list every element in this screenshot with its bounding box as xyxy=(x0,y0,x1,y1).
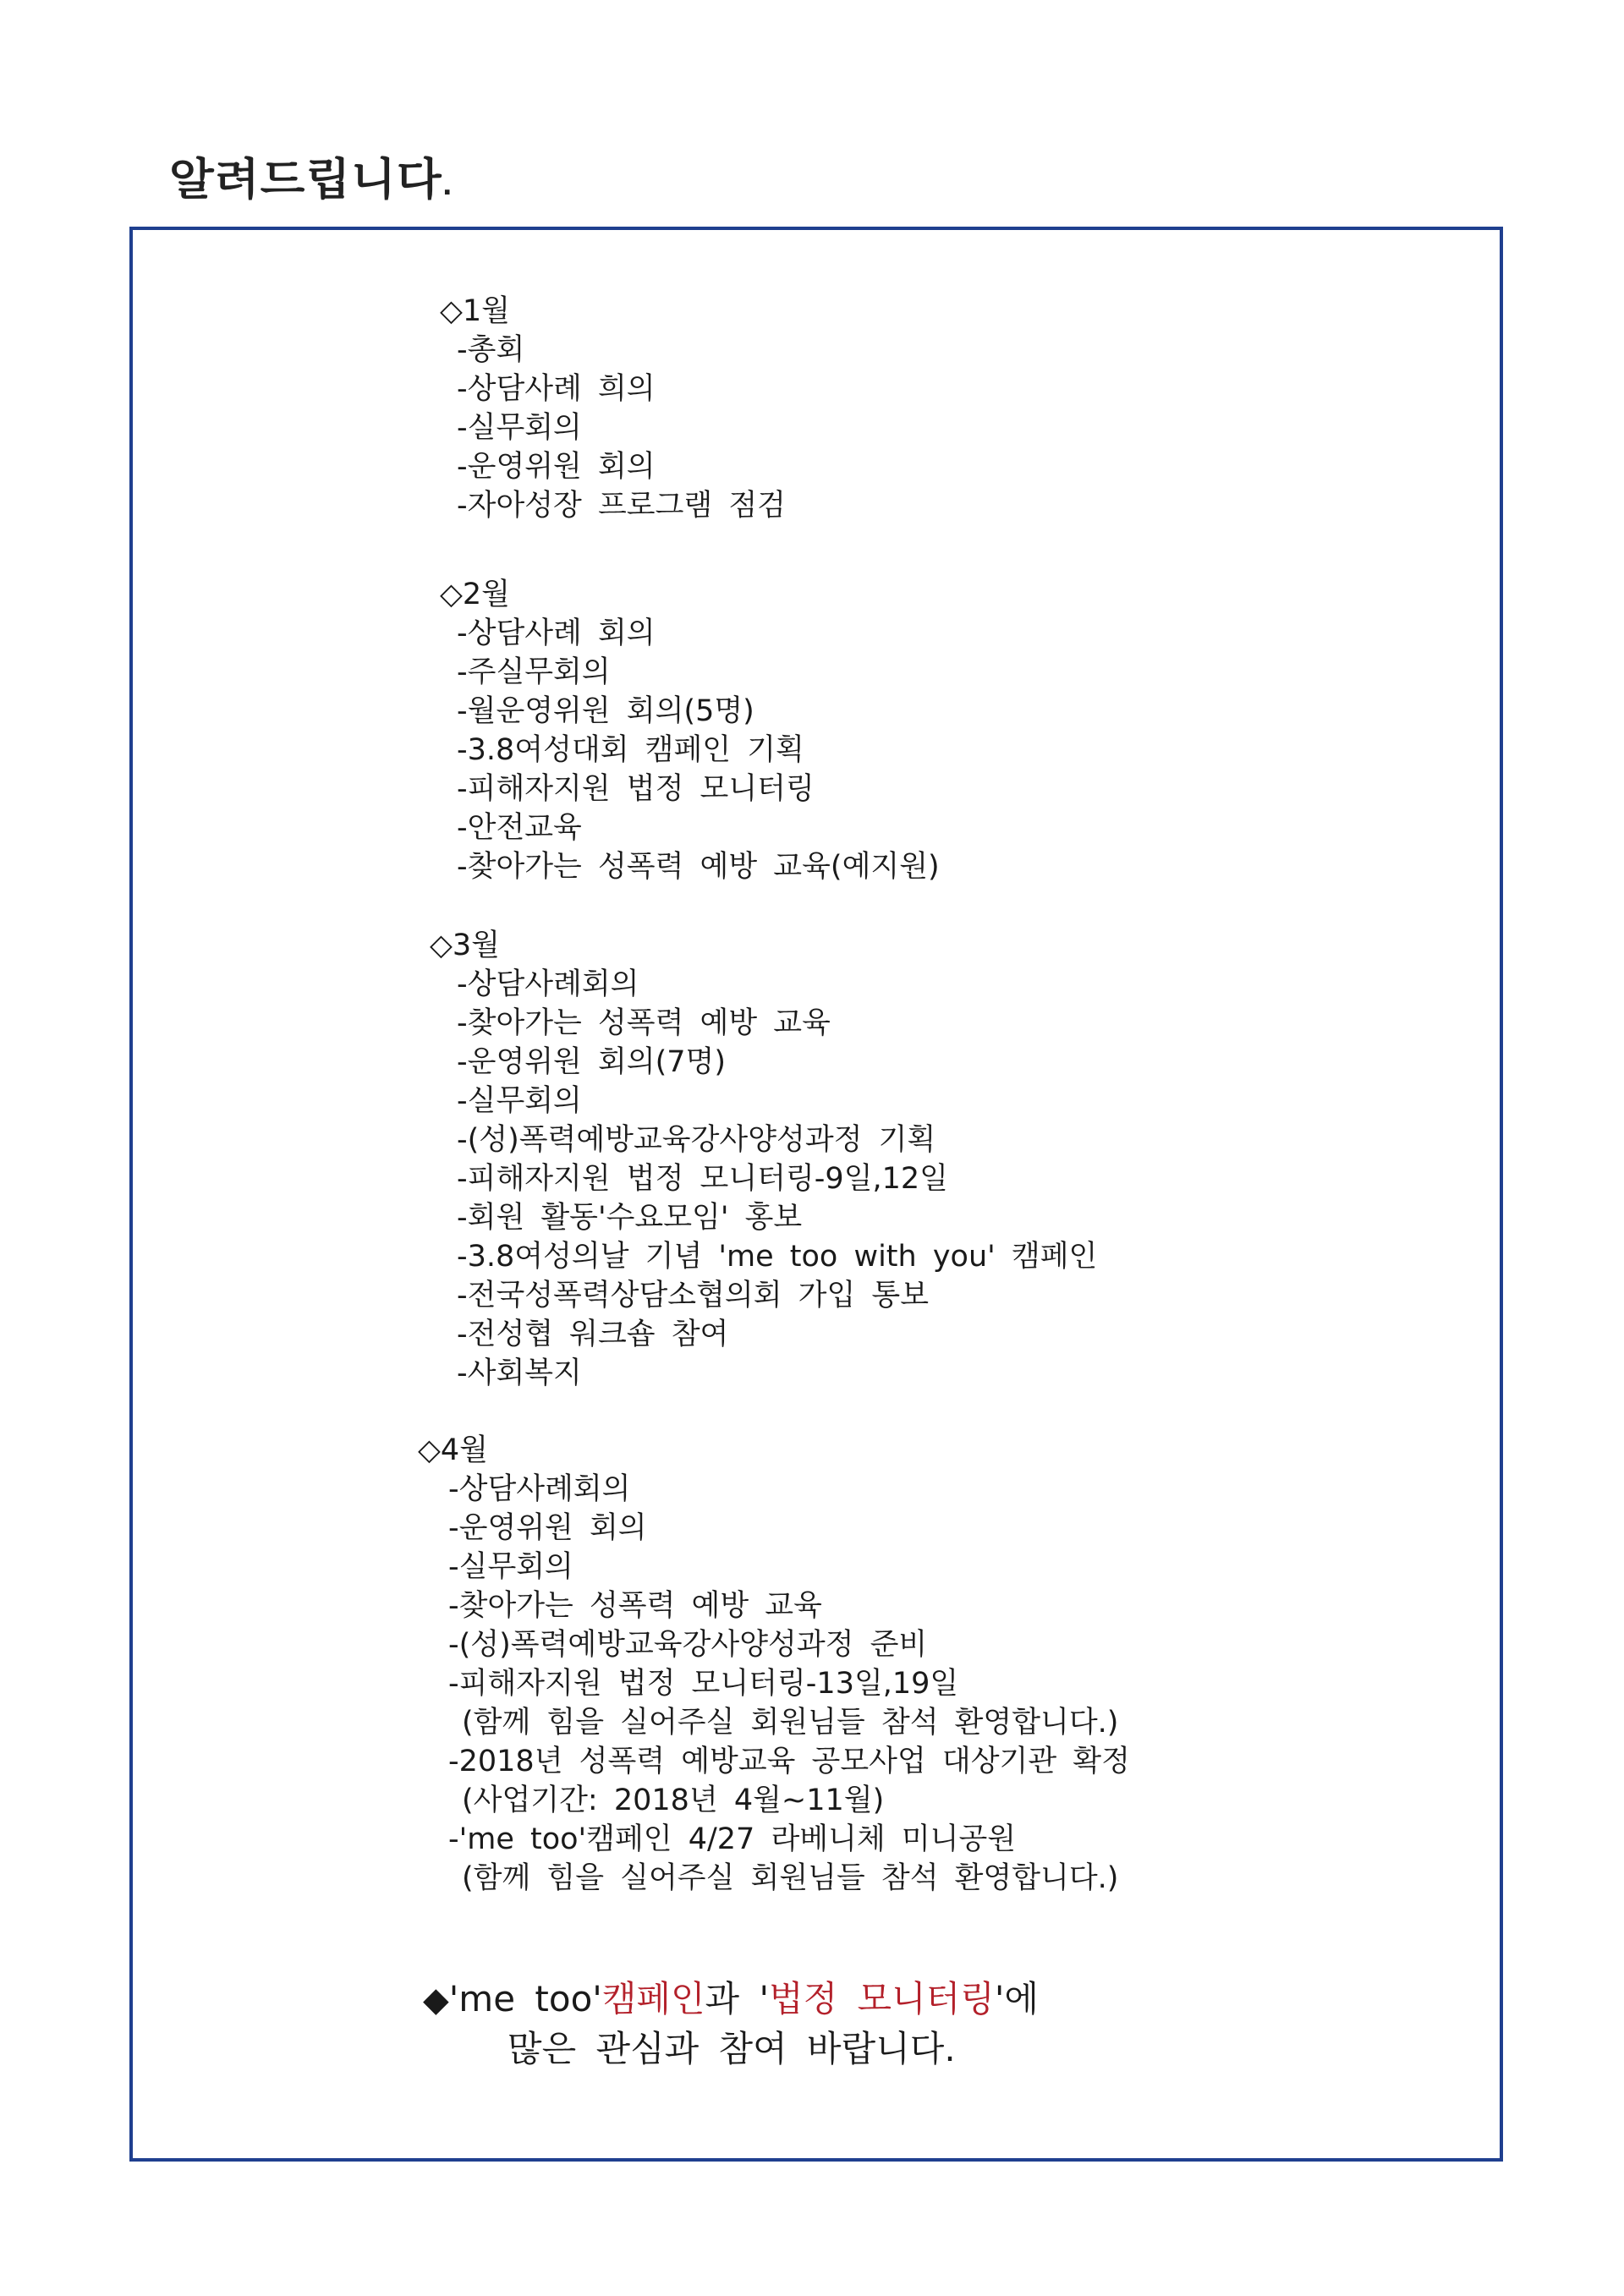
list-item: -'me too'캠페인 4/27 라베니체 미니공원 xyxy=(448,1822,1017,1856)
closing-message xyxy=(423,1975,1039,2074)
list-item: -찾아가는 성폭력 예방 교육 xyxy=(448,1589,822,1623)
month-item-list xyxy=(418,1470,1130,1898)
month-section-february xyxy=(440,575,940,886)
list-item: -사회복지 xyxy=(457,1356,582,1390)
month-section-march xyxy=(430,926,1097,1393)
list-item-note: (함께 힘을 실어주실 회원님들 참석 환영합니다.) xyxy=(462,1706,1119,1740)
closing-line-2: 많은 관심과 참여 바랍니다. xyxy=(508,2028,956,2069)
list-item: -회원 활동'수요모임' 홍보 xyxy=(457,1201,803,1235)
list-item: -월운영위원 회의(5명) xyxy=(457,694,754,728)
list-item: -피해자지원 법정 모니터링 xyxy=(457,772,815,806)
month-heading: ◇1월 xyxy=(440,294,510,328)
page-title xyxy=(169,144,453,207)
list-item: -상담사례회의 xyxy=(457,967,639,1001)
list-item: -상담사례 회의 xyxy=(457,616,656,650)
list-item: -총회 xyxy=(457,333,525,367)
diamond-bullet-icon: ◆ xyxy=(423,1981,449,2019)
list-item: -주실무회의 xyxy=(457,655,611,689)
month-item-list xyxy=(440,614,940,886)
list-item: -상담사례 희의 xyxy=(457,372,656,406)
list-item: -운영위원 회의 xyxy=(448,1511,647,1545)
month-item-list xyxy=(440,331,786,525)
list-item: -찾아가는 성폭력 예방 교육 xyxy=(457,1006,831,1040)
list-item: -3.8여성의날 기념 'me too with you' 캠페인 xyxy=(457,1240,1098,1274)
list-item: -피해자지원 법정 모니터링-9일,12일 xyxy=(457,1162,948,1196)
list-item: -(성)폭력예방교육강사양성과정 준비 xyxy=(448,1628,928,1662)
list-item: -전국성폭력상담소협의회 가입 통보 xyxy=(457,1279,930,1312)
month-section-january xyxy=(440,292,786,525)
list-item: -피해자지원 법정 모니터링-13일,19일 xyxy=(448,1667,959,1701)
page-title-dot: . xyxy=(442,172,453,201)
month-heading: ◇4월 xyxy=(418,1433,488,1467)
list-item: -실무회의 xyxy=(448,1550,573,1584)
list-item: -(성)폭력예방교육강사양성과정 기획 xyxy=(457,1123,936,1157)
month-section-april xyxy=(418,1431,1130,1898)
list-item: -운영위원 회의 xyxy=(457,450,656,484)
list-item: -찾아가는 성폭력 예방 교육(예지원) xyxy=(457,850,940,884)
closing-suffix-text: '에 xyxy=(994,1978,1039,2019)
list-item: -2018년 성폭력 예방교육 공모사업 대상기관 확정 xyxy=(448,1745,1130,1778)
closing-conjunction-text: 과 ' xyxy=(705,1978,770,2019)
closing-monitoring-text: 법정 모니터링 xyxy=(769,1978,995,2019)
month-item-list xyxy=(430,965,1097,1393)
month-heading: ◇3월 xyxy=(430,929,500,962)
page-title-text: 알려드립니다 xyxy=(169,155,442,205)
list-item-note: (함께 힘을 실어주실 회원님들 참석 환영합니다.) xyxy=(462,1861,1119,1895)
list-item: -운영위원 회의(7명) xyxy=(457,1045,727,1079)
list-item: -자아성장 프로그램 점검 xyxy=(457,489,786,523)
list-item: -실무회의 xyxy=(457,1084,582,1118)
closing-campaign-text: 캠페인 xyxy=(601,1978,705,2019)
list-item: -안전교육 xyxy=(457,811,582,845)
list-item: -전성협 워크숍 참여 xyxy=(457,1318,729,1351)
list-item: -3.8여성대회 캠페인 기획 xyxy=(457,733,804,767)
month-heading: ◇2월 xyxy=(440,578,510,611)
list-item-note: (사업기간: 2018년 4월~11월) xyxy=(462,1784,885,1817)
closing-metoo-text: 'me too' xyxy=(448,1978,602,2019)
list-item: -상담사례회의 xyxy=(448,1472,631,1506)
list-item: -실무회의 xyxy=(457,411,582,445)
